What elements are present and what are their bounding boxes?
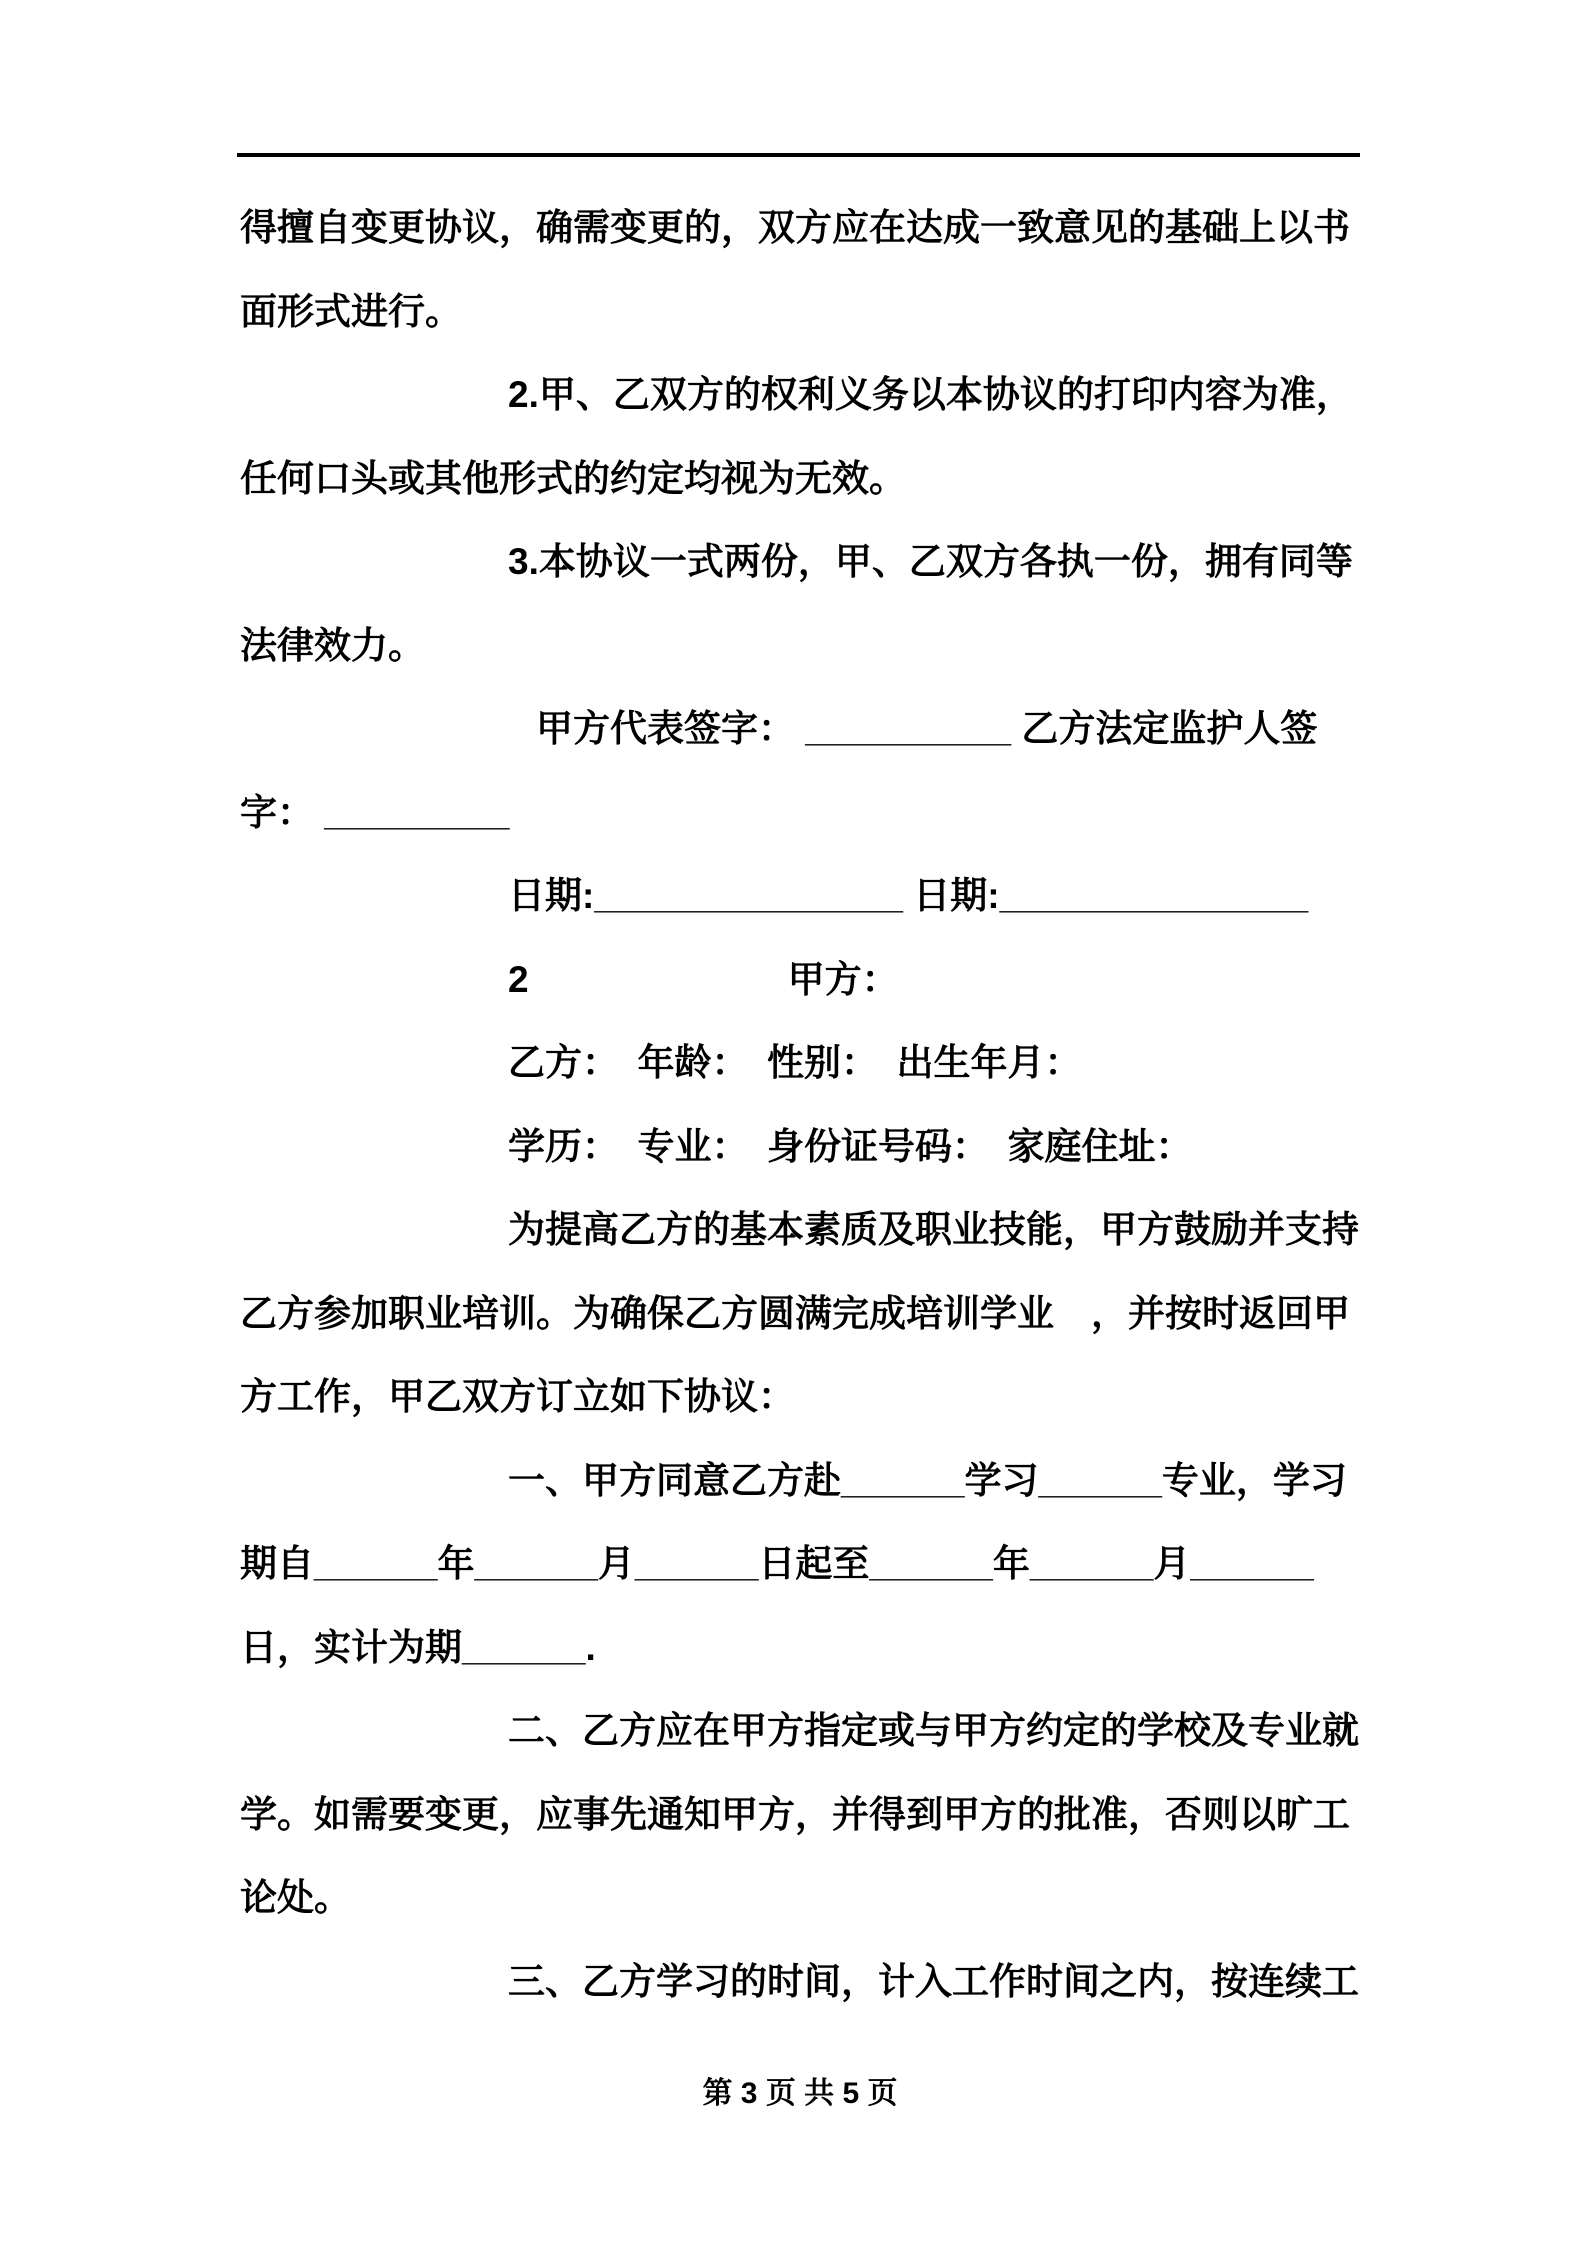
page-number-and-party-a-line: 2 甲方： xyxy=(508,958,899,1000)
document-line: 法律效力。 xyxy=(240,624,425,666)
date-line: 日期:_______________ 日期:_______________ xyxy=(508,875,1309,916)
document-line: 日，实计为期______. xyxy=(240,1626,596,1668)
signature-line-party-a: 甲方代表签字： __________ 乙方法定监护人签 xyxy=(536,708,1318,749)
document-line: 论处。 xyxy=(240,1877,351,1918)
clause-three-line: 三、乙方学习的时间，计入工作时间之内，按连续工 xyxy=(508,1960,1359,2002)
signature-line-continued: 字： _________ xyxy=(240,791,510,833)
document-line: 学。如需要变更，应事先通知甲方，并得到甲方的批准，否则以旷工 xyxy=(240,1793,1350,1835)
party-b-info-line: 乙方： 年龄： 性别： 出生年月： xyxy=(508,1042,1082,1083)
document-line: 面形式进行。 xyxy=(240,290,462,332)
document-line: 方工作，甲乙双方订立如下协议： xyxy=(240,1376,795,1417)
document-line: 为提高乙方的基本素质及职业技能，甲方鼓励并支持 xyxy=(508,1209,1359,1250)
document-line: 期自______年______月______日起至______年______月______ xyxy=(240,1543,1314,1584)
clause-two-line: 二、乙方应在甲方指定或与甲方约定的学校及专业就 xyxy=(508,1710,1359,1751)
document-line: 得擅自变更协议，确需变更的，双方应在达成一致意见的基础上以书 xyxy=(240,207,1350,248)
clause-one-line: 一、甲方同意乙方赴______学习______专业，学习 xyxy=(508,1459,1347,1501)
document-line: 任何口头或其他形式的约定均视为无效。 xyxy=(240,457,906,499)
document-line: 乙方参加职业培训。为确保乙方圆满完成培训学业 ，并按时返回甲 xyxy=(240,1292,1350,1334)
header-rule xyxy=(237,153,1360,157)
page-footer: 第 3 页 共 5 页 xyxy=(702,2077,898,2110)
document-line: 3.本协议一式两份，甲、乙双方各执一份，拥有同等 xyxy=(508,541,1353,582)
party-b-info-line: 学历： 专业： 身份证号码： 家庭住址： xyxy=(508,1125,1193,1167)
document-line: 2.甲、乙双方的权利义务以本协议的打印内容为准， xyxy=(508,374,1353,415)
document-body xyxy=(240,186,1380,2023)
